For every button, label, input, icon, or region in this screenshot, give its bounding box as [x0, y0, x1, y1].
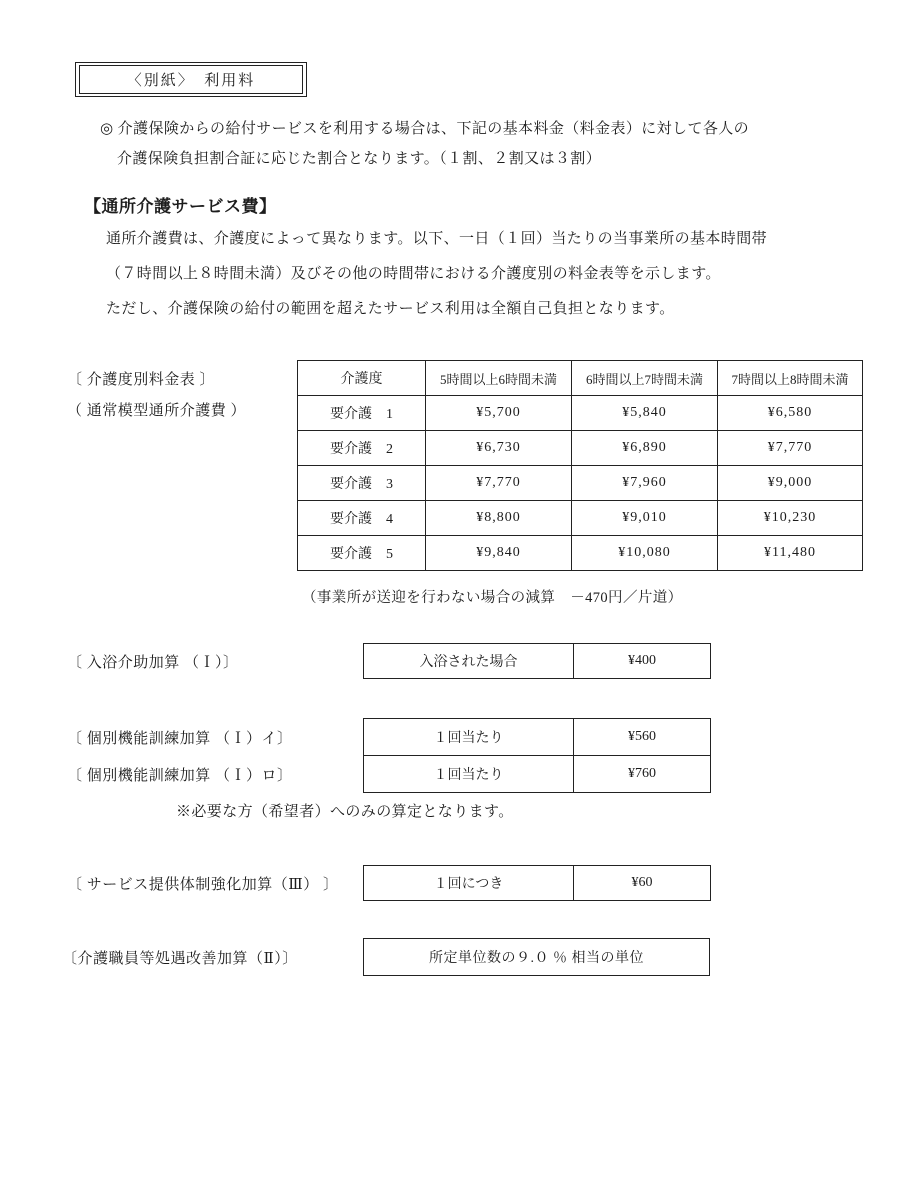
table-row	[298, 396, 863, 431]
header-6to7-hours: 6時間以上7時間未満	[572, 361, 718, 396]
treatment-improvement-box	[363, 938, 710, 976]
treatment-improvement-content: 所定単位数の９.０ ％ 相当の単位	[429, 951, 644, 966]
price-cell: ¥60	[574, 866, 711, 901]
care-level-cell: 要介護 3	[298, 466, 426, 501]
fee-table-label: 〔 介護度別料金表 〕	[67, 372, 216, 388]
care-level-fee-table	[297, 360, 863, 571]
training-addition-note: ※必要な方（希望者）へのみの算定となります。	[176, 804, 514, 820]
intro-line-1: ◎ 介護保険からの給付サービスを利用する場合は、下記の基本料金（料金表）に対して各人の	[100, 121, 750, 137]
unit-cell: １回につき	[364, 866, 574, 901]
header-care-level: 介護度	[298, 361, 426, 396]
care-level-cell: 要介護 2	[298, 431, 426, 466]
table-row	[364, 756, 711, 793]
price-cell: ¥11,480	[718, 536, 863, 571]
intro-line-2: 介護保険負担割合証に応じた割合となります。（１割、２割又は３割）	[117, 151, 602, 167]
price-cell: ¥7,960	[572, 466, 718, 501]
table-row	[364, 644, 711, 679]
price-cell: ¥6,580	[718, 396, 863, 431]
bath-addition-label: 〔 入浴介助加算 （Ｉ）〕	[67, 655, 239, 671]
price-cell: ¥5,840	[572, 396, 718, 431]
table-row	[298, 466, 863, 501]
attachment-title-box	[75, 62, 307, 97]
care-level-cell: 要介護 4	[298, 501, 426, 536]
table-row	[298, 536, 863, 571]
table-row	[298, 501, 863, 536]
price-cell: ¥5,700	[426, 396, 572, 431]
section-heading: 【通所介護サービス費】	[84, 197, 277, 216]
price-cell: ¥760	[574, 756, 711, 793]
price-cell: ¥8,800	[426, 501, 572, 536]
table-header-row	[298, 361, 863, 396]
price-cell: ¥6,890	[572, 431, 718, 466]
price-cell: ¥9,000	[718, 466, 863, 501]
price-cell: ¥9,840	[426, 536, 572, 571]
fee-table-sublabel: （ 通常模型通所介護費 ）	[67, 403, 247, 419]
table-row	[364, 719, 711, 756]
header-7to8-hours: 7時間以上8時間未満	[718, 361, 863, 396]
price-cell: ¥9,010	[572, 501, 718, 536]
bath-addition-table	[363, 643, 711, 679]
training-addition-label-b: 〔 個別機能訓練加算 （Ｉ）ロ〕	[67, 768, 293, 784]
care-level-cell: 要介護 1	[298, 396, 426, 431]
price-cell: ¥7,770	[426, 466, 572, 501]
care-level-cell: 要介護 5	[298, 536, 426, 571]
treatment-improvement-label: 〔介護職員等処遇改善加算（Ⅱ）〕	[62, 951, 298, 967]
training-addition-label-a: 〔 個別機能訓練加算 （Ｉ）イ〕	[67, 731, 293, 747]
condition-cell: 入浴された場合	[364, 644, 574, 679]
service-system-addition-table	[363, 865, 711, 901]
service-system-addition-label: 〔 サービス提供体制強化加算（Ⅲ） 〕	[67, 877, 339, 893]
price-cell: ¥6,730	[426, 431, 572, 466]
price-cell: ¥400	[574, 644, 711, 679]
table-row	[364, 866, 711, 901]
unit-cell: １回当たり	[364, 719, 574, 756]
price-cell: ¥560	[574, 719, 711, 756]
price-cell: ¥10,080	[572, 536, 718, 571]
section-body-line-1: 通所介護費は、介護度によって異なります。以下、一日（１回）当たりの当事業所の基本時間帯	[106, 231, 768, 247]
price-cell: ¥10,230	[718, 501, 863, 536]
unit-cell: １回当たり	[364, 756, 574, 793]
table-row	[298, 431, 863, 466]
price-cell: ¥7,770	[718, 431, 863, 466]
pickup-reduction-note: （事業所が送迎を行わない場合の減算 －470円／片道）	[302, 590, 683, 606]
attachment-title: 〈別紙〉 利用料	[79, 65, 303, 94]
section-body-line-3: ただし、介護保険の給付の範囲を超えたサービス利用は全額自己負担となります。	[106, 301, 675, 317]
section-body-line-2: （７時間以上８時間未満）及びその他の時間帯における介護度別の料金表等を示します。	[106, 266, 721, 282]
training-addition-table	[363, 718, 711, 793]
header-5to6-hours: 5時間以上6時間未満	[426, 361, 572, 396]
